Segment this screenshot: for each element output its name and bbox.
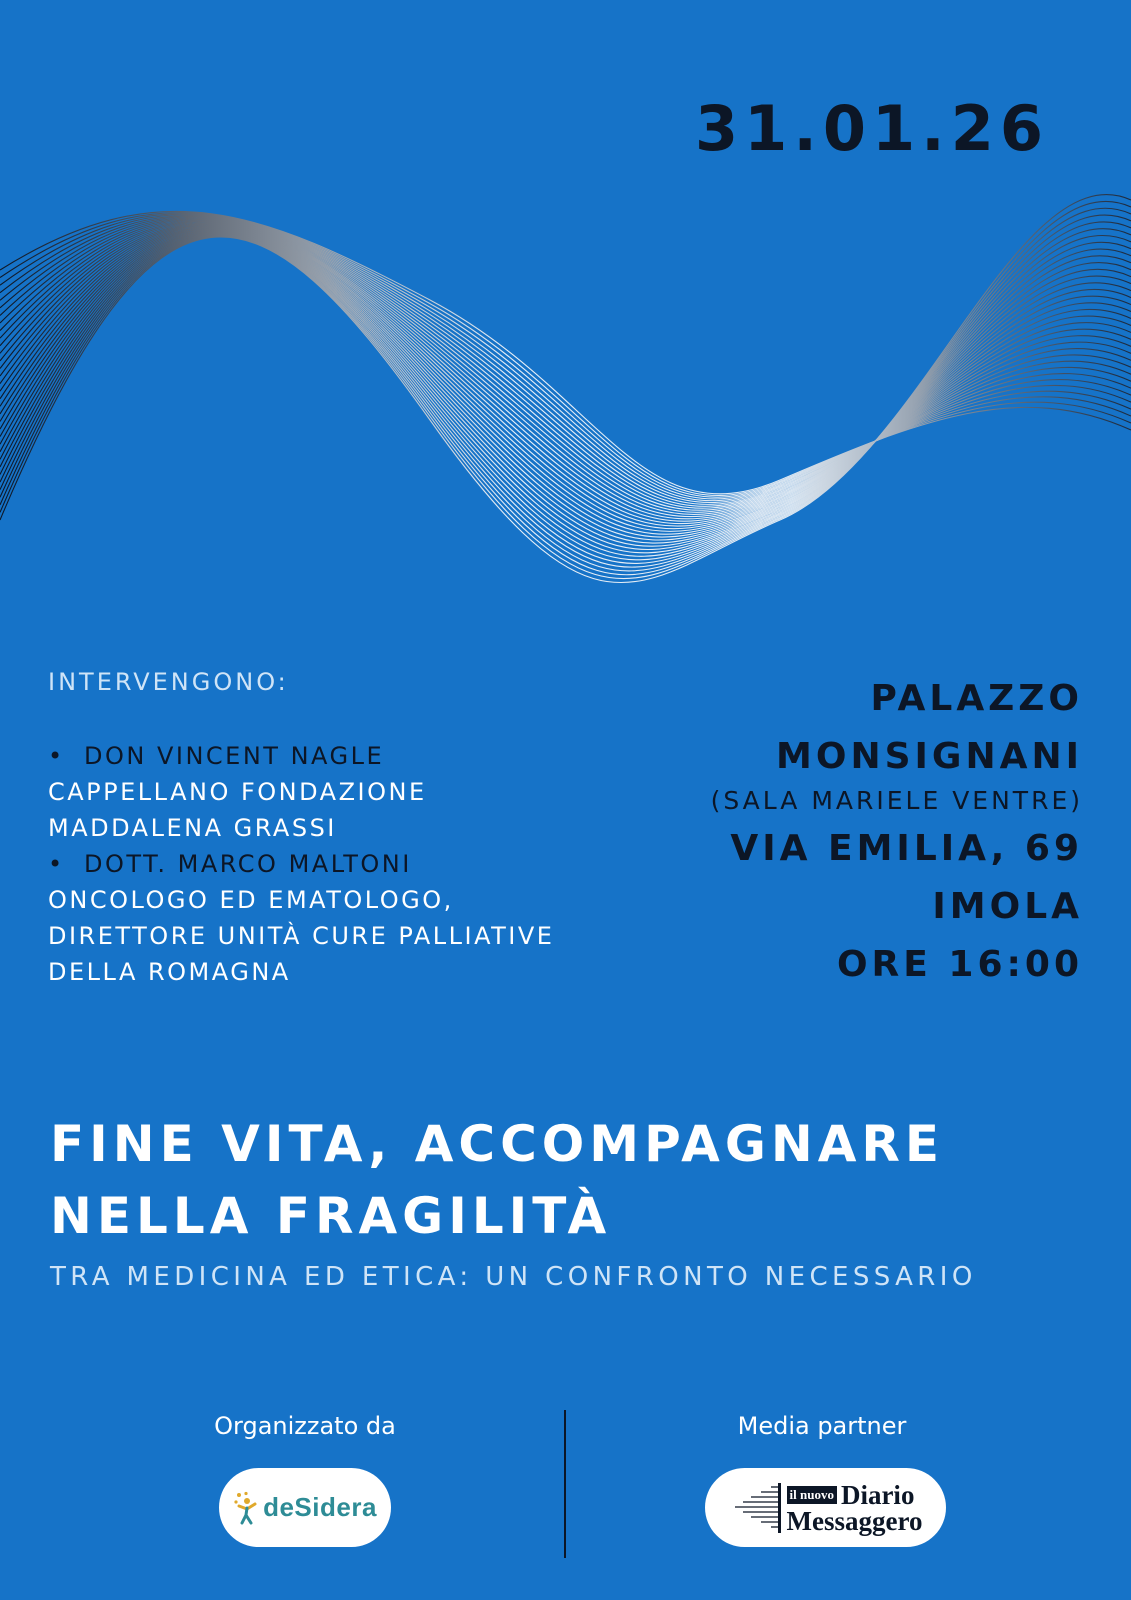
speaker-item [48, 846, 648, 990]
venue-name-line1: PALAZZO [870, 678, 1083, 719]
venue-room: (SALA MARIELE VENTRE) [710, 786, 1083, 815]
speaker-role-line: DELLA ROMAGNA [48, 958, 291, 986]
wave-line [0, 227, 1131, 534]
venue-name-line2: MONSIGNANI [776, 736, 1083, 777]
wave-line [0, 229, 1131, 540]
wave-line [0, 225, 1131, 526]
speakers-heading: INTERVENGONO: [48, 668, 289, 696]
bullet-icon: • [48, 742, 65, 770]
venue-time: ORE 16:00 [836, 944, 1083, 985]
event-subtitle: TRA MEDICINA ED ETICA: UN CONFRONTO NECESSARIO [50, 1262, 977, 1292]
speaker-name: • DOTT. MARCO MALTONI [48, 846, 648, 882]
event-title-line2: NELLA FRAGILITÀ [50, 1187, 612, 1245]
speaker-item [48, 738, 648, 846]
wave-decoration [0, 180, 1131, 600]
wave-line [0, 208, 1131, 575]
wave-line [0, 218, 1131, 506]
media-partner-label: Media partner [737, 1412, 907, 1440]
speakers-section [48, 668, 648, 990]
speaker-role-line: ONCOLOGO ED EMATOLOGO, [48, 886, 454, 914]
organizer-label: Organizzato da [214, 1412, 396, 1440]
wave-line [0, 224, 1131, 521]
wave-line [0, 215, 1131, 499]
wave-line [0, 223, 1131, 519]
diario-messaggero-logo [705, 1468, 946, 1547]
footer-divider [564, 1410, 566, 1558]
person-stars-icon [233, 1491, 263, 1525]
wave-line [0, 225, 1131, 524]
speaker-role-line: DIRETTORE UNITÀ CURE PALLIATIVE [48, 922, 555, 950]
venue-address: VIA EMILIA, 69 [730, 828, 1083, 869]
diario-wordmark: il nuovo Diario Messaggero [786, 1479, 923, 1536]
venue-city: IMOLA [932, 886, 1083, 927]
wave-line [0, 213, 1131, 496]
speed-lines-icon [729, 1483, 781, 1533]
wave-line [0, 232, 1131, 553]
venue-section [623, 670, 1083, 994]
speaker-name: • DON VINCENT NAGLE [48, 738, 648, 774]
wave-line [0, 220, 1131, 510]
event-date: 31.01.26 [695, 92, 1049, 165]
desidera-wordmark: deSidera [263, 1492, 377, 1522]
speaker-role-line: MADDALENA GRASSI [48, 814, 337, 842]
wave-line [0, 232, 1131, 556]
event-title [50, 1108, 1110, 1252]
desidera-logo [219, 1468, 391, 1547]
wave-line [0, 216, 1131, 502]
speaker-role-line: CAPPELLANO FONDAZIONE [48, 778, 427, 806]
event-title-line1: FINE VITA, ACCOMPAGNARE [50, 1115, 945, 1173]
wave-line [0, 195, 1131, 583]
bullet-icon: • [48, 850, 65, 878]
